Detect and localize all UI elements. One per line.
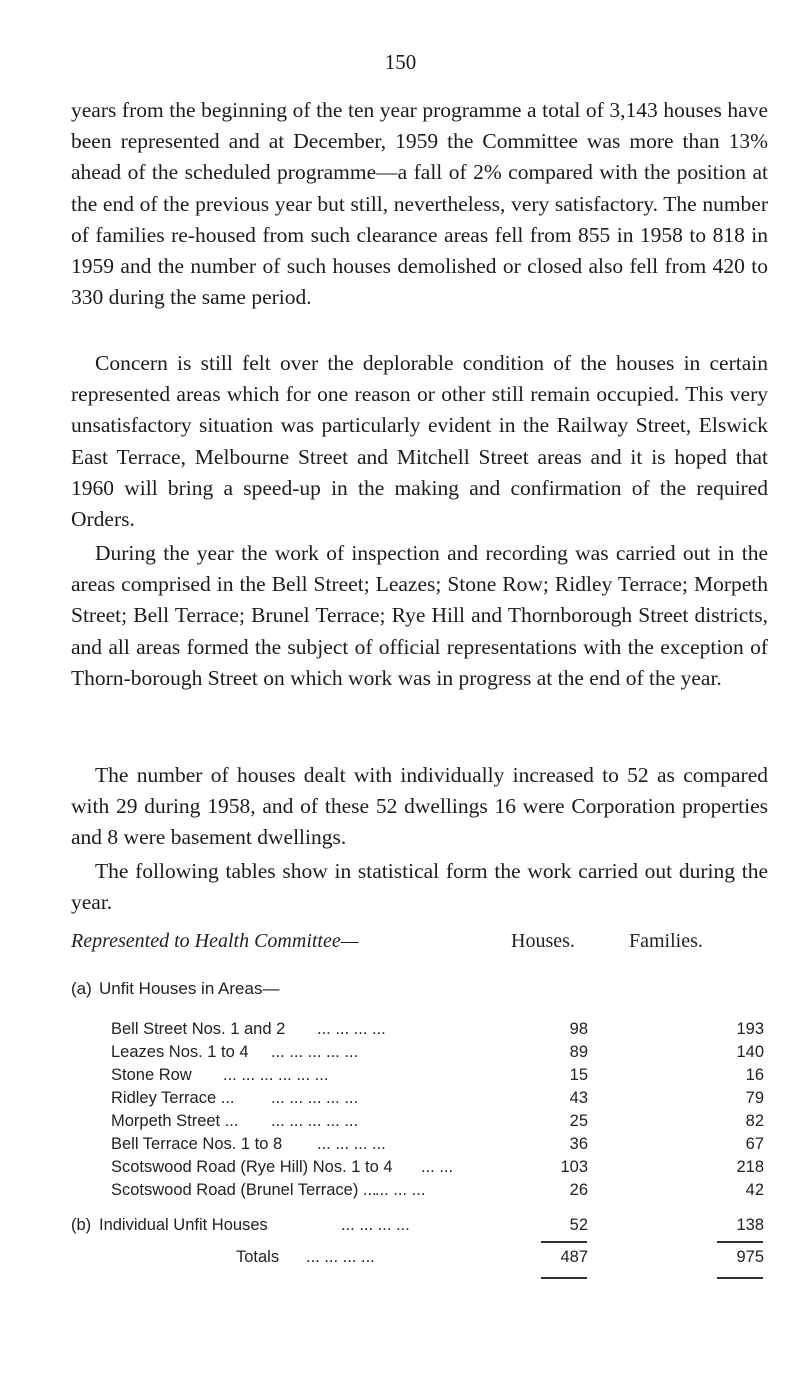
table-row — [71, 1181, 771, 1203]
row-families: 193 — [736, 1020, 764, 1038]
row-families: 79 — [745, 1089, 764, 1107]
table-row — [71, 1020, 771, 1042]
row-label: Stone Row — [111, 1066, 192, 1084]
totals-houses: 487 — [560, 1248, 588, 1266]
subtotal-rule-families — [717, 1241, 763, 1243]
row-families: 140 — [736, 1043, 764, 1061]
row-houses: 36 — [569, 1135, 588, 1153]
table-row — [71, 1066, 771, 1088]
total-rule-houses — [541, 1277, 587, 1279]
row-label: Scotswood Road (Rye Hill) Nos. 1 to 4 — [111, 1158, 393, 1176]
section-a-title: Unfit Houses in Areas— — [99, 979, 280, 998]
row-houses: 89 — [569, 1043, 588, 1061]
table-row — [71, 1043, 771, 1065]
row-families: 218 — [736, 1158, 764, 1176]
paragraph-4: The number of houses dealt with individually increased to 52 as compared with 29 during 1958, and of these 52 dwellings 16 were Corporation properties and 8 were basement dwellings. — [71, 763, 768, 850]
row-label: Bell Terrace Nos. 1 to 8 — [111, 1135, 283, 1153]
table-row-totals — [71, 1248, 771, 1270]
table-row — [71, 1158, 771, 1180]
totals-families: 975 — [736, 1248, 764, 1266]
paragraph-2: Concern is still felt over the deplorable condition of the houses in certain represented areas which for one reason or other still remain occupied. This very unsatisfactory situation was particularly evident in the Railway Street, Elswick East Terrace, Melbourne Street and Mitchell Street areas and it is hoped that 1960 will bring a speed-up in the making and confirmation of the required Orders. — [71, 351, 768, 532]
paragraph-3: During the year the work of inspection and recording was carried out in the areas comprised in the Bell Street; Leazes; Stone Row; Ridley Terrace; Morpeth Street; Bell Terrace; Brunel Terrace; Rye Hill and Thornborough Street districts, and all areas formed the subject of official representations with the exception of Thorn-borough Street on which work was in progress at the end of the year. — [71, 541, 768, 690]
total-rule-families — [717, 1277, 763, 1279]
table-row-section-b — [71, 1216, 771, 1238]
paragraph-5: The following tables show in statistical form the work carried out during the year. — [71, 859, 768, 915]
row-label: Bell Street Nos. 1 and 2 — [111, 1020, 286, 1038]
column-header-families: Families. — [629, 930, 703, 952]
row-families: 138 — [736, 1216, 764, 1234]
row-houses: 98 — [569, 1020, 588, 1038]
row-families: 67 — [745, 1135, 764, 1153]
row-leader-dots: ... ... — [421, 1158, 454, 1176]
row-leader-dots: ... ... ... ... ... ... — [223, 1066, 329, 1084]
row-houses: 103 — [560, 1158, 588, 1176]
table-row — [71, 1135, 771, 1157]
totals-label: Totals — [236, 1248, 280, 1266]
table-row — [71, 1112, 771, 1134]
row-leader-dots: ... ... ... ... — [317, 1020, 386, 1038]
row-houses: 25 — [569, 1112, 588, 1130]
row-houses: 26 — [569, 1181, 588, 1199]
row-leader-dots: ... ... ... ... — [341, 1216, 410, 1234]
row-leader-dots: ... ... ... ... ... — [271, 1043, 359, 1061]
row-label: Scotswood Road (Brunel Terrace) ... — [111, 1181, 377, 1199]
subtotal-rule-houses — [541, 1241, 587, 1243]
row-label: Individual Unfit Houses — [99, 1216, 268, 1234]
table-row — [71, 1089, 771, 1111]
page-number: 150 — [384, 50, 417, 74]
table-title: Represented to Health Committee— — [71, 930, 359, 952]
row-label: Leazes Nos. 1 to 4 — [111, 1043, 249, 1061]
row-families: 16 — [745, 1066, 764, 1084]
section-a-label: (a) — [71, 979, 92, 998]
row-houses: 52 — [569, 1216, 588, 1234]
row-leader-dots: ... ... ... ... ... — [271, 1112, 359, 1130]
row-label: Morpeth Street ... — [111, 1112, 239, 1130]
row-leader-dots: ... ... ... ... — [306, 1248, 375, 1266]
row-leader-dots: ... ... ... ... ... — [271, 1089, 359, 1107]
row-leader-dots: ... ... ... — [375, 1181, 426, 1199]
row-families: 82 — [745, 1112, 764, 1130]
row-houses: 43 — [569, 1089, 588, 1107]
row-houses: 15 — [569, 1066, 588, 1084]
row-leader-dots: ... ... ... ... — [317, 1135, 386, 1153]
row-families: 42 — [745, 1181, 764, 1199]
section-b-label: (b) — [71, 1216, 92, 1234]
paragraph-1: years from the beginning of the ten year programme a total of 3,143 houses have been represented and at December, 1959 the Committee was more than 13% ahead of the scheduled programme—a fall of 2% compared with the position at the end of the previous year but still, nevertheless, very satisfactory. The number of families re-housed from such clearance areas fell from 855 in 1958 to 818 in 1959 and the number of such houses demolished or closed also fell from 420 to 330 during the same period. — [71, 98, 768, 310]
row-label: Ridley Terrace ... — [111, 1089, 235, 1107]
column-header-houses: Houses. — [511, 930, 575, 952]
